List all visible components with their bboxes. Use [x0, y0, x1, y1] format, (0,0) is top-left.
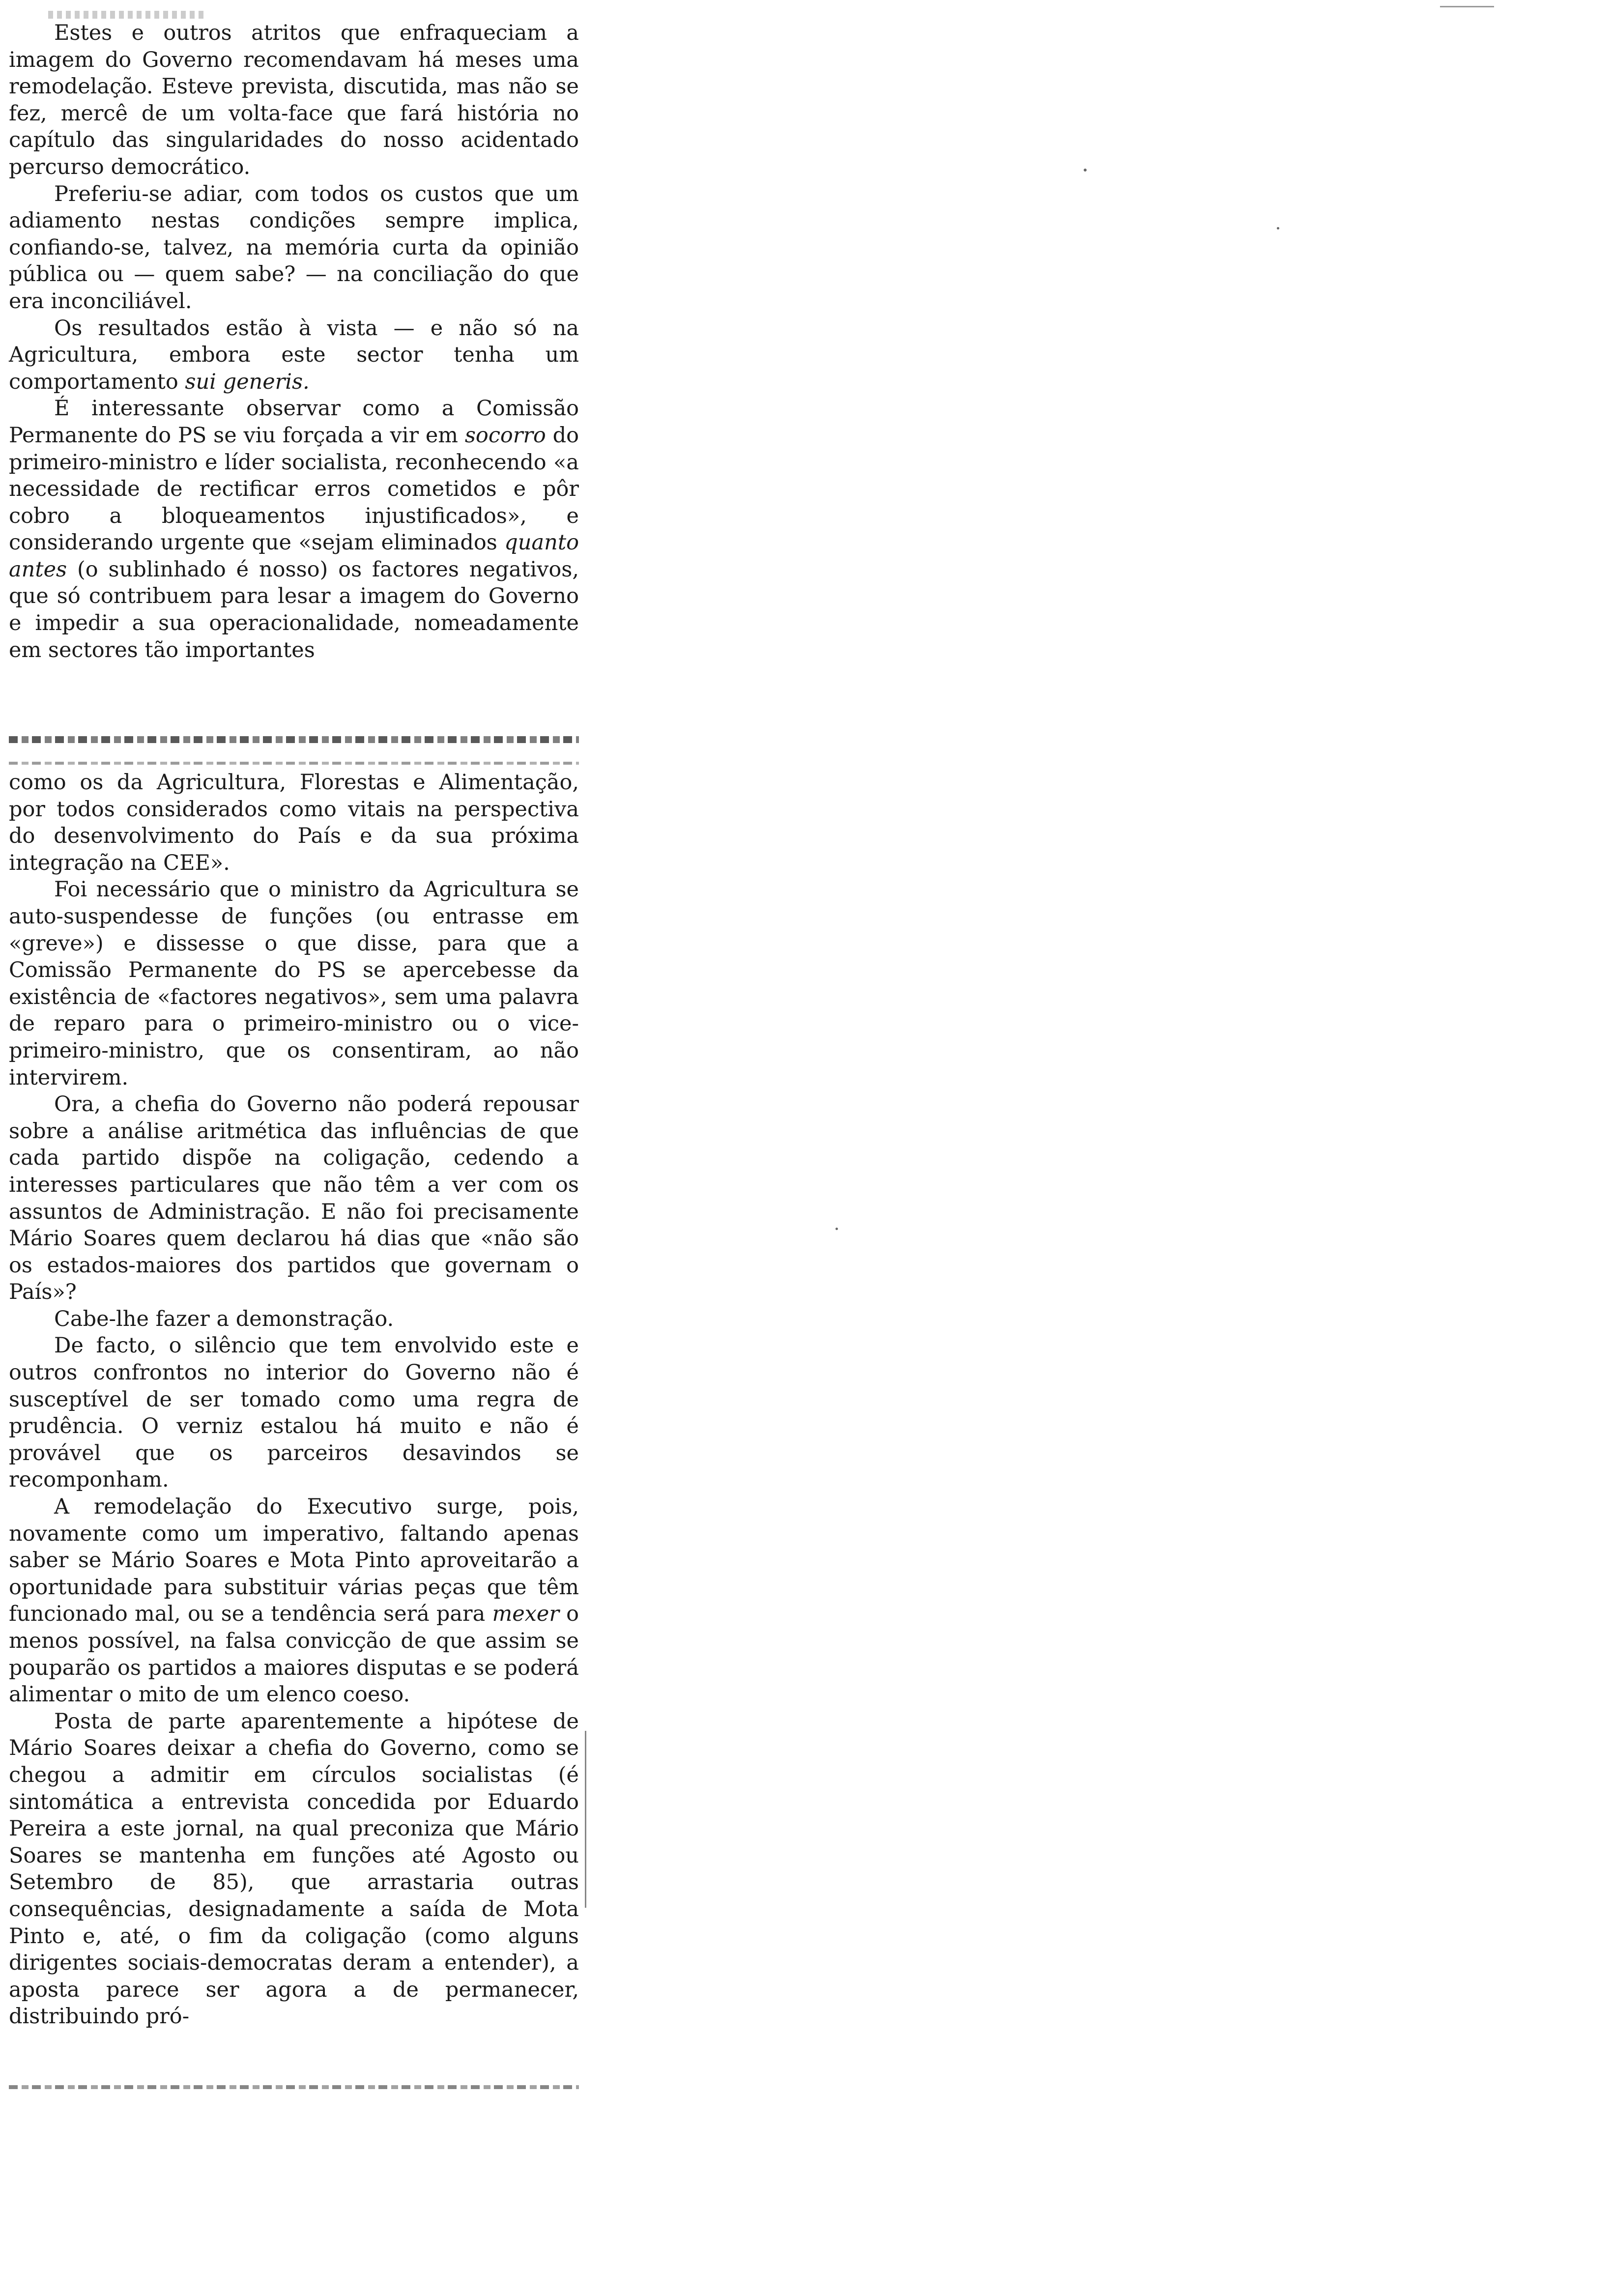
paragraph-text: (o sublinhado é nosso) os factores negativos, que só contribuem para lesar a imagem do Governo e impedir a sua operacionalidade, nomeadamente em sectores tão importantes — [9, 557, 579, 662]
scan-speck — [1084, 169, 1087, 172]
paragraph: De facto, o silêncio que tem envolvido este e outros confrontos no interior do Governo não é susceptível de ser tomado como uma regra de prudência. O verniz estalou há muito e não é provável que os parceiros desavindos se recomponham. — [9, 1333, 579, 1492]
torn-edge — [9, 736, 579, 743]
newspaper-clipping — [9, 10, 579, 2089]
paragraph: Cabe-lhe fazer a demonstração. — [54, 1306, 394, 1331]
italic-phrase: sui generis. — [185, 369, 310, 394]
top-smudge — [48, 11, 205, 19]
italic-word: mexer — [492, 1602, 559, 1627]
paragraph — [9, 395, 579, 663]
torn-edge — [9, 2085, 579, 2089]
margin-mark — [585, 1731, 586, 1908]
paragraph — [9, 1493, 579, 1708]
torn-edge — [9, 762, 579, 765]
paragraph: Posta de parte aparentemente a hipótese de Mário Soares deixar a chefia do Governo, como se chegou a admitir em círculos socialistas (é sintomática a entrevista concedida por Eduardo Pereira a este jornal, na qual preconiza que Mário Soares se mantenha em funções até Agosto ou Setembro de 85), que arrastaria outras consequências, designadamente a saída de Mota Pinto e, até, o fim da coligação (como alguns dirigentes sociais-democratas deram a entender), a aposta parece ser agora a de permanecer, distribuindo pró- — [9, 1709, 579, 2029]
paragraph-text: do primeiro-ministro e líder socialista, reconhecendo «a necessidade de rectificar erros cometidos e pôr cobro a bloqueamentos injustificados», e considerando urgente que «sejam eliminados — [9, 423, 579, 555]
column-fragment-lower — [9, 769, 579, 2030]
column-fragment-upper — [9, 20, 579, 663]
paragraph-text: É interessante observar como a Comissão Permanente do PS se viu forçada a vir em — [9, 396, 579, 448]
paragraph: Foi necessário que o ministro da Agricultura se auto-suspendesse de funções (ou entrasse em «greve») e dissesse o que disse, para que a Comissão Permanente do PS se apercebesse da existência de «factores negativos», sem uma palavra de reparo para o primeiro-ministro ou o vice-primeiro-ministro, que os consentiram, ao não intervirem. — [9, 877, 579, 1090]
scan-speck — [835, 1228, 838, 1230]
italic-phrase: socorro — [464, 423, 546, 448]
paragraph: como os da Agricultura, Florestas e Alimentação, por todos considerados como vitais na perspectiva do desenvolvimento do País e da sua próxima integração na CEE». — [9, 770, 579, 875]
paragraph — [9, 315, 579, 396]
paragraph-text: o menos possível, na falsa convicção de que assim se pouparão os partidos a maiores disputas e se poderá alimentar o mito de um elenco coeso. — [9, 1602, 579, 1707]
paragraph-text: Os resultados estão à vista — e não só na Agricultura, embora este sector tenha um comportamento — [9, 316, 579, 394]
scan-speck — [1277, 227, 1279, 230]
paragraph: Ora, a chefia do Governo não poderá repousar sobre a análise aritmética das influências de que cada partido dispõe na coligação, cedendo a interesses particulares que não têm a ver com os assuntos de Administração. E não foi precisamente Mário Soares quem declarou há dias que «não são os estados-maiores dos partidos que governam o País»? — [9, 1092, 579, 1305]
italic-phrase: quanto antes — [9, 530, 579, 582]
paragraph: Preferiu-se adiar, com todos os custos que um adiamento nestas condições sempre implica, confiando-se, talvez, na memória curta da opinião pública ou — quem sabe? — na conciliação do que era inconciliável. — [9, 181, 579, 314]
paragraph: Estes e outros atritos que enfraqueciam a imagem do Governo recomendavam há meses uma remodelação. Esteve prevista, discutida, mas não se fez, mercê de um volta-face que fará história no capítulo das singularidades do nosso acidentado percurso democrático. — [9, 21, 579, 179]
paragraph-text: A remodelação do Executivo surge, pois, novamente como um imperativo, faltando apenas saber se Mário Soares e Mota Pinto aproveitarão a oportunidade para substituir várias peças que têm funcionado mal, ou se a tendência será para — [9, 1494, 579, 1627]
scan-mark — [1440, 6, 1494, 7]
